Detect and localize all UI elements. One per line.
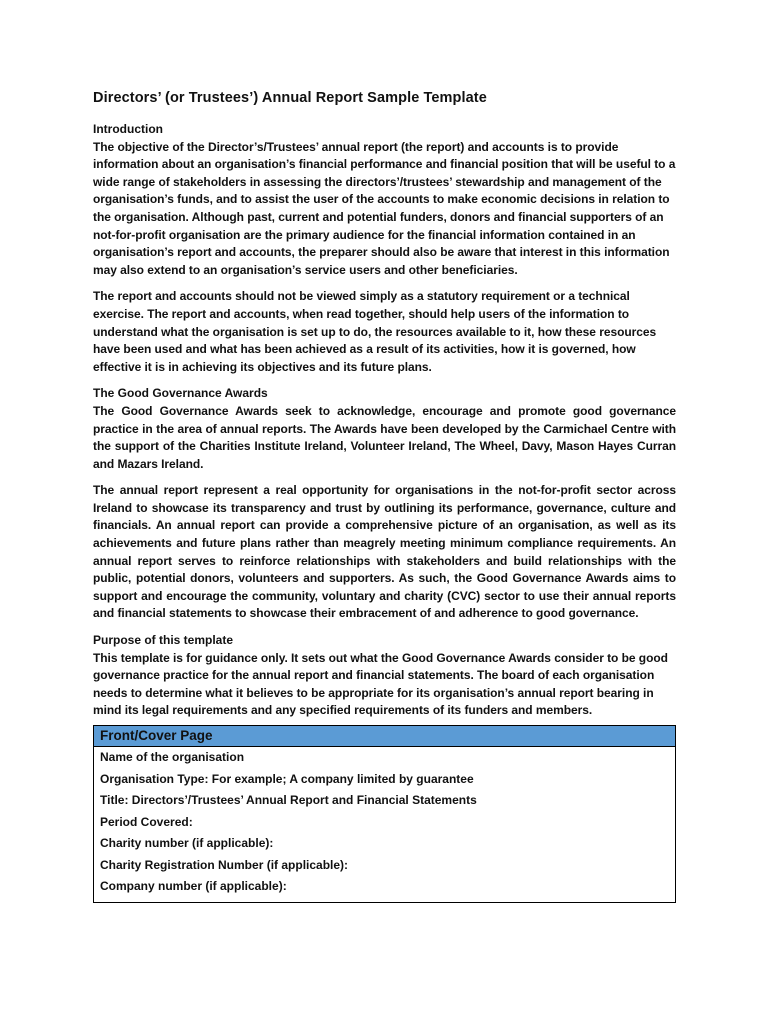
cover-row-charity-registration: Charity Registration Number (if applicable):: [100, 857, 349, 872]
purpose-paragraph-1: This template is for guidance only. It sets out what the Good Governance Awards consider to be good governance practice for the annual report and financial statements. The board of each organisation needs to determine what it believes to be appropriate for its organisation’s annual report bearing in mind its legal requirements and any specified requirements of its funders and members.: [93, 650, 668, 718]
front-cover-body: [94, 747, 675, 902]
awards-paragraph-2: The annual report represent a real opportunity for organisations in the not-for-profit sector across Ireland to showcase its transparency and trust by outlining its performance, governance, culture and financials. An annual report can provide a comprehensive picture of an organisation, as well as its achievements and future plans rather than meagrely meeting minimum compliance requirements. An annual report serves to reinforce relationships with stakeholders and build relationships with the public, potential donors, volunteers and supporters. As such, the Good Governance Awards aims to support and encourage the community, voluntary and charity (CVC) sector to use their annual reports and financial statements to showcase their embracement of and adherence to good governance.: [93, 483, 676, 621]
section-introduction: [93, 121, 676, 376]
front-cover-header: Front/Cover Page: [94, 726, 675, 747]
awards-paragraph-1: The Good Governance Awards seek to acknowledge, encourage and promote good governance practice in the area of annual reports. The Awards have been developed by the Carmichael Centre with the support of the Charities Institute Ireland, Volunteer Ireland, The Wheel, Davy, Mason Hayes Curran and Mazars Ireland.: [93, 403, 676, 471]
intro-paragraph-2: The report and accounts should not be viewed simply as a statutory requirement or a technical exercise. The report and accounts, when read together, should help users of the information to understand what the organisation is set up to do, the resources available to it, how these resources have been used and what has been achieved as a result of its activities, how it is governed, how effective it is in achieving its objectives and its future plans.: [93, 289, 657, 374]
section-good-governance-awards: [93, 385, 676, 623]
section-heading-introduction: Introduction: [93, 122, 163, 136]
intro-paragraph-1: The objective of the Director’s/Trustees’ annual report (the report) and accounts is to provide information about an organisation’s financial performance and financial position that will be useful to a wide range of stakeholders in assessing the directors’/trustees’ stewardship and management of the organisation’s funds, and to assist the user of the accounts to make economic decisions in relation to the organisation. Although past, current and potential funders, donors and financial supporters of an not-for-profit organisation are the primary audience for the financial information contained in an organisation’s report and accounts, the preparer should also be aware that interest in this information may also extend to an organisation’s service users and other beneficiaries.: [93, 139, 676, 277]
section-purpose: [93, 632, 676, 720]
cover-row-period: Period Covered:: [100, 814, 193, 829]
cover-row-charity-number: Charity number (if applicable):: [100, 836, 274, 850]
document-title: Directors’ (or Trustees’) Annual Report Sample Template: [93, 90, 487, 106]
document-page: [93, 88, 676, 903]
cover-row-company-number: Company number (if applicable):: [100, 879, 287, 893]
front-cover-box: [93, 725, 676, 903]
section-heading-awards: The Good Governance Awards: [93, 386, 268, 401]
cover-row-organisation-type: Organisation Type: For example; A company limited by guarantee: [100, 771, 474, 786]
section-heading-purpose: Purpose of this template: [93, 633, 234, 648]
cover-row-organisation-name: Name of the organisation: [100, 750, 245, 764]
cover-row-title: Title: Directors’/Trustees’ Annual Report and Financial Statements: [100, 793, 477, 807]
